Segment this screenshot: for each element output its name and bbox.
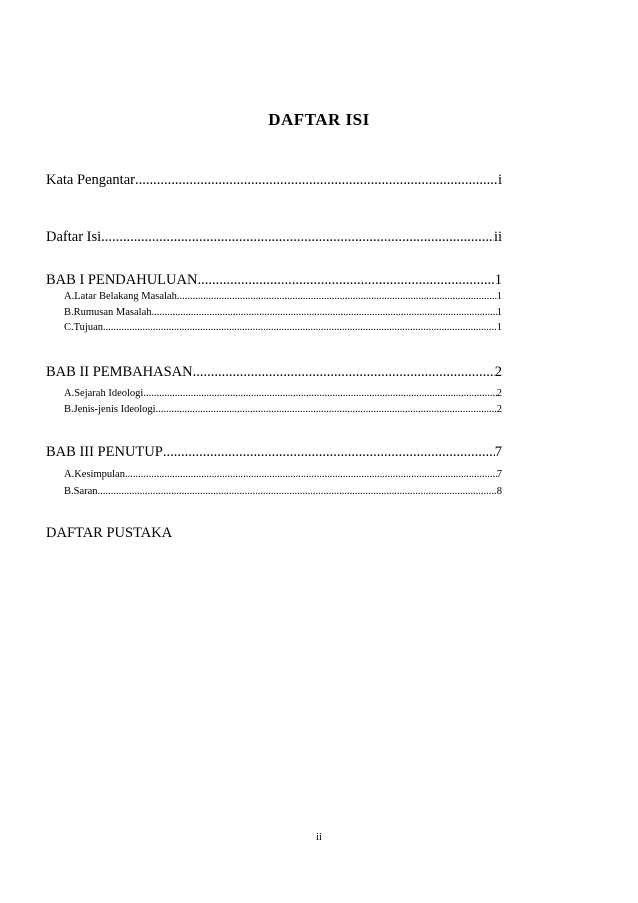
toc-subentry: [64, 322, 502, 333]
toc-entry-kata-pengantar: [46, 172, 502, 189]
toc-leader-dots: [103, 322, 497, 333]
toc-entry-daftar-pustaka: DAFTAR PUSTAKA: [46, 525, 173, 541]
toc-leader-dots: [98, 486, 497, 497]
page-number: ii: [316, 832, 322, 843]
toc-leader-dots: [143, 388, 496, 399]
toc-leader-dots: [156, 404, 497, 415]
toc-leader-dots: [125, 469, 497, 480]
toc-entry-bab-1: [46, 272, 502, 289]
toc-subentry: [64, 469, 502, 480]
toc-leader-dots: [193, 364, 495, 381]
toc-subentry-page: 2: [496, 404, 502, 415]
toc-entry-bab-3: [46, 444, 502, 461]
toc-subentry-label: Latar Belakang Masalah: [74, 291, 177, 302]
toc-subentry-page: 7: [496, 469, 502, 480]
toc-subentry-label: Jenis-jenis Ideologi: [73, 404, 156, 415]
toc-entry-page: 7: [494, 444, 502, 460]
toc-subentry-page: 1: [496, 291, 502, 302]
toc-subentry-page: 2: [496, 388, 502, 399]
toc-entry-label: Daftar Isi: [46, 229, 102, 245]
toc-subentry: [64, 307, 502, 318]
toc-subentry-index: A.: [64, 469, 75, 480]
toc-subentry-index: A.: [64, 291, 75, 302]
toc-subentry: [64, 388, 502, 399]
toc-subentry-page: 1: [496, 322, 502, 333]
toc-leader-dots: [197, 272, 494, 289]
toc-entry-label: BAB III PENUTUP: [46, 444, 163, 460]
toc-subentry-page: 8: [496, 486, 502, 497]
toc-subentry-label: Saran: [73, 486, 98, 497]
toc-subentry-label: Sejarah Ideologi: [74, 388, 144, 399]
toc-leader-dots: [135, 172, 498, 189]
toc-entry-page: i: [497, 172, 502, 188]
toc-subentry-page: 1: [496, 307, 502, 318]
toc-entry-daftar-isi: [46, 229, 502, 246]
toc-subentry-index: C.: [64, 322, 74, 333]
toc-subentry-index: A.: [64, 388, 75, 399]
toc-subentry-index: B.: [64, 404, 74, 415]
toc-leader-dots: [152, 307, 497, 318]
toc-subentry: [64, 486, 502, 497]
toc-leader-dots: [177, 291, 497, 302]
toc-entry-label: BAB I PENDAHULUAN: [46, 272, 198, 288]
toc-leader-dots: [101, 229, 494, 246]
toc-entry-page: 1: [494, 272, 502, 288]
toc-entry-page: 2: [494, 364, 502, 380]
toc-leader-dots: [163, 444, 495, 461]
toc-entry-bab-2: [46, 364, 502, 381]
page-title: DAFTAR ISI: [268, 110, 370, 129]
toc-entry-label: BAB II PEMBAHASAN: [46, 364, 193, 380]
toc-entry-page: ii: [493, 229, 502, 245]
toc-subentry-label: Rumusan Masalah: [73, 307, 152, 318]
toc-subentry: [64, 291, 502, 302]
toc-subentry-index: B.: [64, 486, 74, 497]
toc-subentry: [64, 404, 502, 415]
toc-subentry-index: B.: [64, 307, 74, 318]
toc-subentry-label: Kesimpulan: [74, 469, 125, 480]
toc-subentry-label: Tujuan: [73, 322, 104, 333]
toc-entry-label: Kata Pengantar: [46, 172, 135, 188]
